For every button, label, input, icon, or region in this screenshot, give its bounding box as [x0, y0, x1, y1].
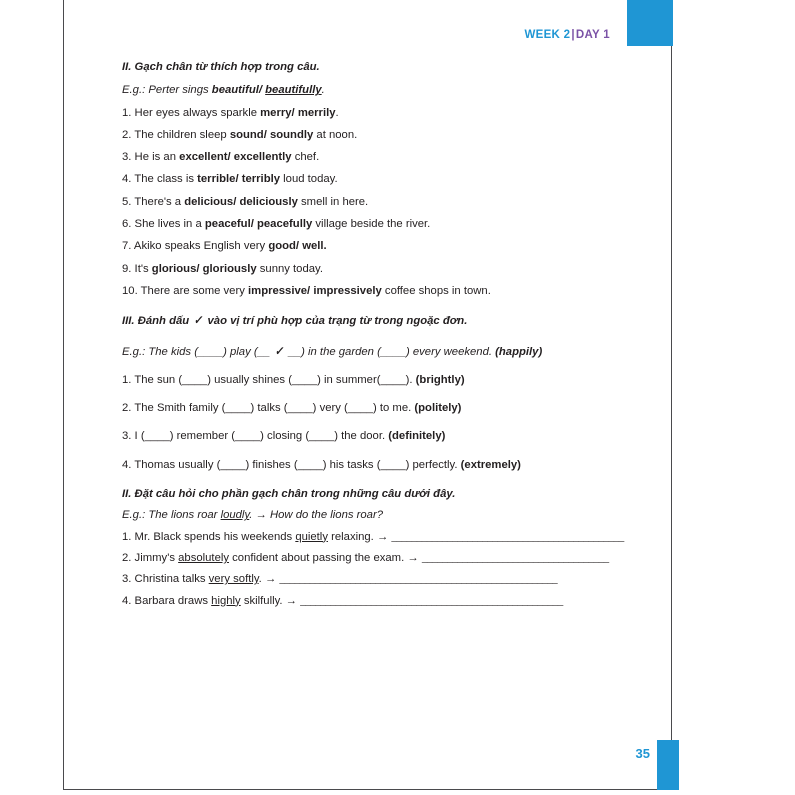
- item-text-pre: The class is: [131, 173, 198, 186]
- item-number: 1.: [122, 530, 132, 543]
- item-text-post: smell in here.: [297, 195, 369, 208]
- question-item: [122, 152, 622, 163]
- item-number: 2.: [122, 551, 132, 564]
- item-options: glorious/ gloriously: [151, 262, 257, 275]
- worksheet-page: [63, 0, 672, 790]
- item-text-post: confident about passing the exam. →: [229, 551, 422, 564]
- section-heading-make-questions: II. Đặt câu hỏi cho phần gạch chân trong những câu dưới đây.: [122, 488, 456, 501]
- item-number: 4.: [122, 594, 132, 607]
- item-adverb: (extremely): [460, 458, 521, 471]
- item-text-pre: He is an: [131, 151, 180, 164]
- page-header: [64, 0, 673, 62]
- item-text: I (____) remember (____) closing (____) the door.: [131, 430, 389, 443]
- item-number: 2.: [122, 402, 132, 415]
- item-number: 9.: [122, 262, 132, 275]
- item-text-pre: Mr. Black spends his weekends: [131, 530, 296, 543]
- item-options: good/ well.: [268, 240, 327, 253]
- item-text-post: chef.: [291, 151, 320, 164]
- item-number: 3.: [122, 573, 132, 586]
- header-accent-square: [627, 0, 673, 46]
- item-number: 1.: [122, 373, 132, 386]
- item-text-post: at noon.: [313, 128, 358, 141]
- day-label: DAY 1: [575, 29, 610, 41]
- item-options: merry/ merrily: [260, 106, 336, 119]
- example-adverb: (happily): [495, 345, 543, 358]
- question-item: [122, 596, 622, 607]
- header-separator: |: [571, 29, 575, 41]
- question-item: [122, 403, 622, 414]
- item-number: 2.: [122, 128, 132, 141]
- worksheet-content: [122, 62, 622, 607]
- item-text-post: .: [335, 106, 339, 119]
- item-number: 5.: [122, 195, 132, 208]
- item-text-pre: Jimmy's: [131, 551, 179, 564]
- example-part-a: E.g.: The lions roar: [122, 509, 221, 522]
- item-text-post: relaxing. →: [327, 530, 392, 543]
- example-part-b: . → How do the lions roar?: [249, 509, 384, 522]
- item-text-pre: Her eyes always sparkle: [131, 106, 261, 119]
- answer-blank-line[interactable]: _____________________________________: [421, 551, 609, 564]
- check-mark-icon: ✓: [275, 343, 284, 358]
- item-options: peaceful/ peacefully: [204, 218, 313, 231]
- check-mark-icon: ✓: [194, 313, 203, 328]
- question-item: [122, 431, 622, 442]
- question-item: [122, 375, 622, 386]
- heading-pre: III. Đánh dấu: [122, 315, 193, 328]
- example-part-b: __) in the garden (____) every weekend.: [285, 345, 496, 358]
- item-text-post: skilfully. →: [240, 594, 301, 607]
- item-text: The Smith family (____) talks (____) very (____) to me.: [131, 402, 415, 415]
- item-text-pre: Akiko speaks English very: [131, 240, 269, 253]
- item-number: 4.: [122, 458, 132, 471]
- item-text: Thomas usually (____) finishes (____) his tasks (____) perfectly.: [131, 458, 461, 471]
- item-text-post: . →: [258, 573, 280, 586]
- question-item: [122, 532, 622, 543]
- answer-blank-line[interactable]: ______________________________________________: [391, 530, 624, 543]
- item-adverb: (brightly): [415, 373, 465, 386]
- week-label: WEEK 2: [524, 29, 571, 41]
- section-tick-example: [122, 345, 622, 358]
- question-item: [122, 174, 622, 185]
- example-underlined-adverb: loudly: [220, 509, 250, 522]
- item-underlined-adverb: quietly: [295, 530, 328, 543]
- item-number: 3.: [122, 151, 132, 164]
- question-item: [122, 197, 622, 208]
- question-item: [122, 574, 622, 585]
- item-number: 6.: [122, 218, 132, 231]
- item-text-pre: Barbara draws: [131, 594, 212, 607]
- footer-accent-bar: [657, 740, 679, 790]
- section-heading-tick: [122, 314, 622, 327]
- heading-post: vào vị trí phù hợp của trạng từ trong ngoặc đơn.: [204, 315, 468, 328]
- question-item: [122, 241, 622, 252]
- question-item: [122, 108, 622, 119]
- answer-blank-line[interactable]: ____________________________________________________: [300, 594, 563, 607]
- question-item: [122, 264, 622, 275]
- item-options: excellent/ excellently: [179, 151, 292, 164]
- item-number: 1.: [122, 106, 132, 119]
- item-adverb: (politely): [414, 402, 462, 415]
- example-prefix: E.g.: Perter sings: [122, 84, 212, 97]
- item-options: terrible/ terribly: [197, 173, 281, 186]
- item-text-pre: There are some very: [137, 284, 249, 297]
- item-text-pre: It's: [131, 262, 152, 275]
- question-item: [122, 553, 622, 564]
- section-heading-underline: II. Gạch chân từ thích hợp trong câu.: [122, 61, 320, 73]
- item-text-pre: There's a: [131, 195, 185, 208]
- answer-blank-line[interactable]: _______________________________________________________: [279, 573, 558, 586]
- item-options: sound/ soundly: [229, 128, 314, 141]
- week-day-label: [524, 29, 610, 41]
- example-underlined-option: beautifully: [265, 84, 322, 97]
- item-text-post: sunny today.: [256, 262, 323, 275]
- item-options: delicious/ deliciously: [184, 195, 298, 208]
- example-suffix: .: [321, 84, 325, 97]
- question-item: [122, 460, 622, 471]
- item-text-pre: Christina talks: [131, 573, 209, 586]
- question-item: [122, 286, 622, 297]
- page-number: 35: [635, 746, 650, 761]
- question-item: [122, 219, 622, 230]
- item-text-pre: She lives in a: [131, 218, 205, 231]
- item-underlined-adverb: highly: [211, 594, 241, 607]
- example-part-a: E.g.: The kids (____) play (__: [122, 345, 274, 358]
- question-item: [122, 130, 622, 141]
- item-text-post: coffee shops in town.: [381, 284, 491, 297]
- item-number: 4.: [122, 173, 132, 186]
- item-underlined-adverb: absolutely: [178, 551, 230, 564]
- item-number: 10.: [122, 284, 138, 297]
- section-make-questions-example: [122, 510, 622, 521]
- item-text-post: village beside the river.: [312, 218, 431, 231]
- item-number: 7.: [122, 240, 132, 253]
- item-text-post: loud today.: [280, 173, 338, 186]
- section-underline-example: [122, 85, 622, 96]
- item-underlined-adverb: very softly: [208, 573, 259, 586]
- item-text-pre: The children sleep: [131, 128, 230, 141]
- item-options: impressive/ impressively: [248, 284, 382, 297]
- example-bold-option: beautiful/: [211, 84, 266, 97]
- item-number: 3.: [122, 430, 132, 443]
- item-text: The sun (____) usually shines (____) in summer(____).: [131, 373, 416, 386]
- item-adverb: (definitely): [388, 430, 446, 443]
